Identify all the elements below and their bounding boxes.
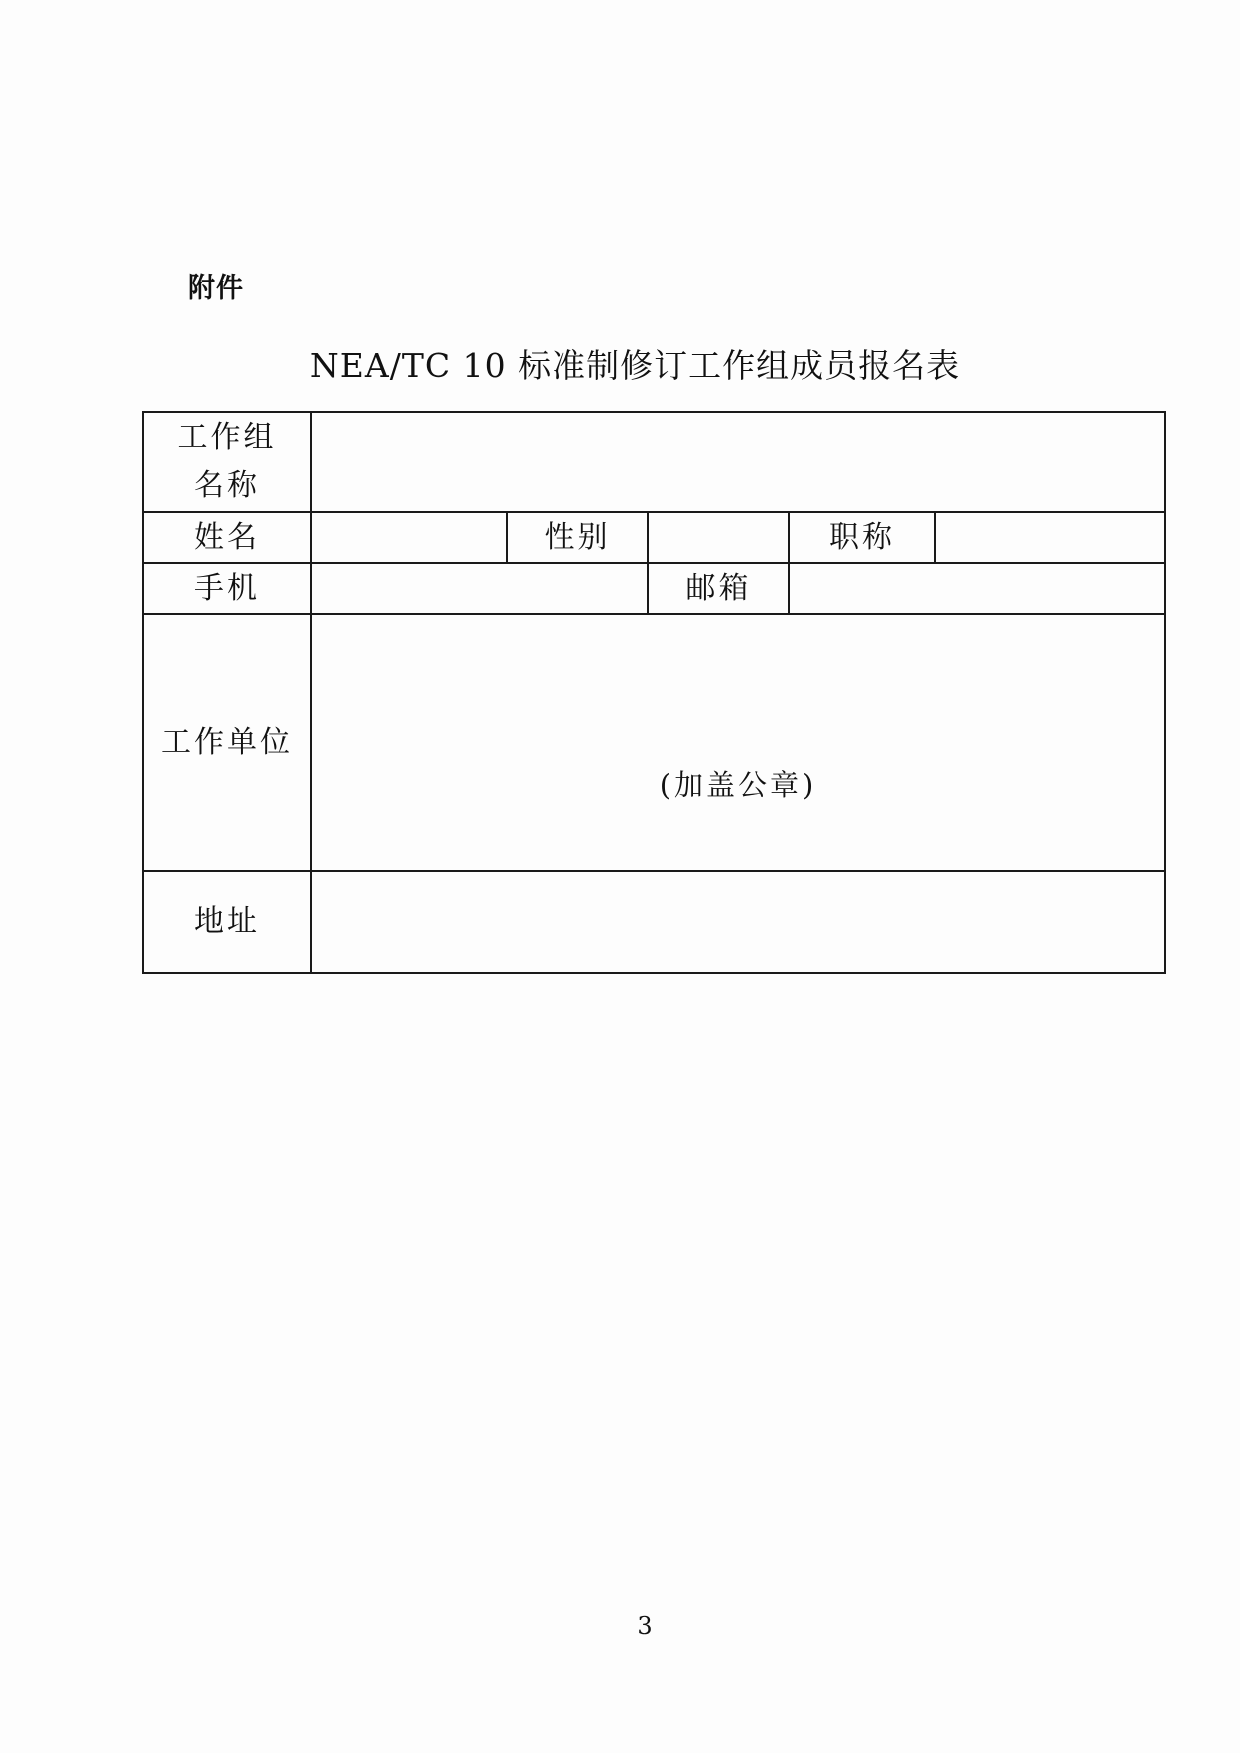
name-input-cell[interactable]	[311, 512, 507, 563]
group-name-label-line2: 名称	[194, 468, 260, 503]
form-row-address	[143, 871, 1165, 973]
group-name-label-cell	[143, 412, 311, 512]
phone-input-cell[interactable]	[311, 563, 648, 614]
registration-form-table	[142, 411, 1166, 974]
seal-note: (加盖公章)	[659, 767, 817, 802]
work-unit-label: 工作单位	[143, 614, 311, 871]
form-row-work-unit	[143, 614, 1165, 871]
form-title: NEA/TC 10 标准制修订工作组成员报名表	[309, 346, 961, 385]
job-title-label: 职称	[789, 512, 935, 563]
page-number: 3	[637, 1612, 653, 1640]
gender-label: 性别	[507, 512, 648, 563]
group-name-input-cell[interactable]	[311, 412, 1165, 512]
email-input-cell[interactable]	[789, 563, 1165, 614]
work-unit-input-cell[interactable]	[311, 614, 1165, 871]
attachment-label: 附件	[188, 273, 244, 304]
job-title-input-cell[interactable]	[935, 512, 1165, 563]
form-row-contact	[143, 563, 1165, 614]
gender-input-cell[interactable]	[648, 512, 789, 563]
address-label: 地址	[143, 871, 311, 973]
address-input-cell[interactable]	[311, 871, 1165, 973]
phone-label: 手机	[143, 563, 311, 614]
name-label: 姓名	[143, 512, 311, 563]
email-label: 邮箱	[648, 563, 789, 614]
form-row-group-name	[143, 412, 1165, 512]
group-name-label-line1: 工作组	[177, 420, 277, 455]
form-row-personal	[143, 512, 1165, 563]
